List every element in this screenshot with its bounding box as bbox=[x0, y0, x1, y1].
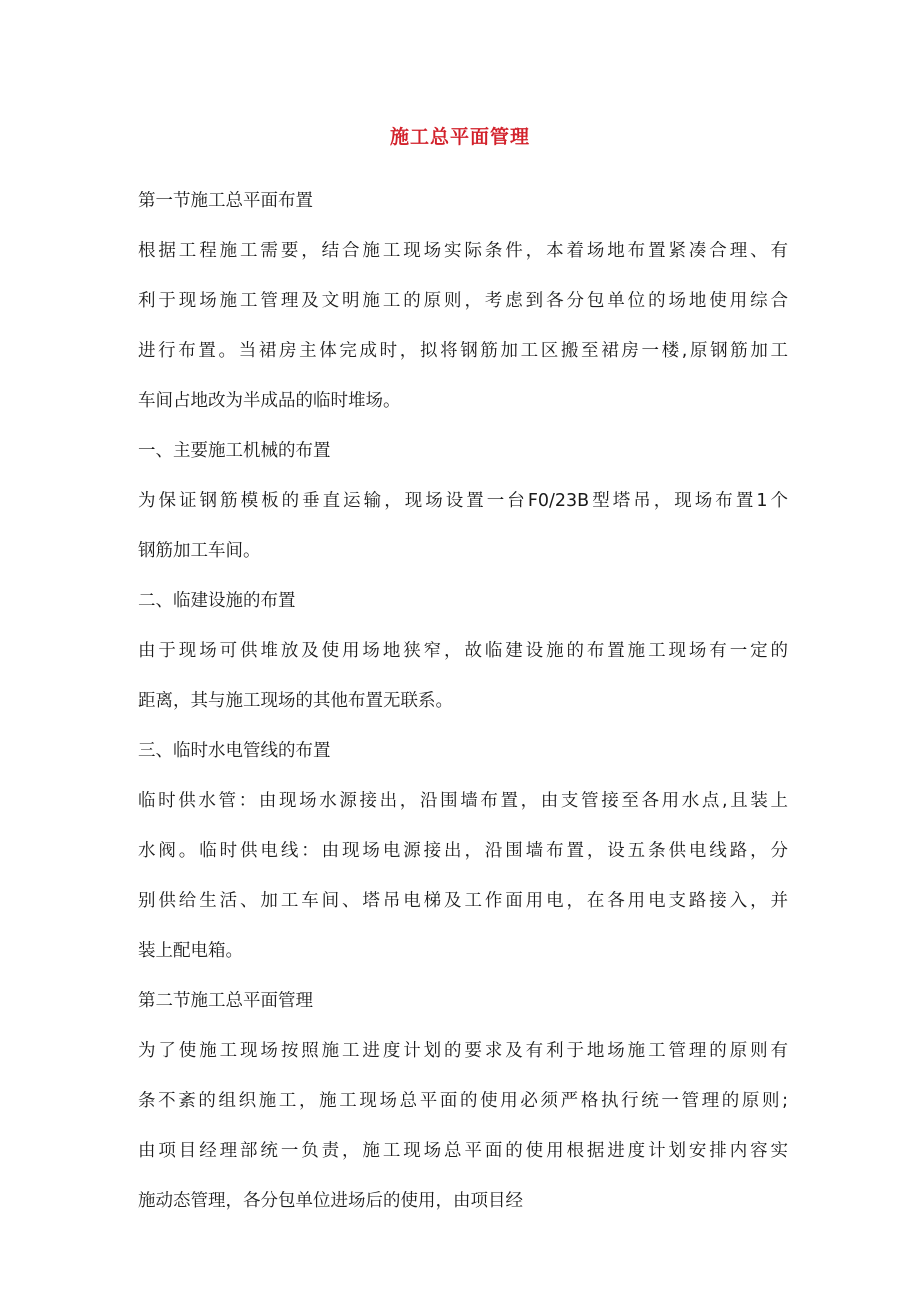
subsection-heading-3: 三、临时水电管线的布置 bbox=[138, 741, 331, 761]
paragraph-line: 为保证钢筋模板的垂直运输，现场设置一台F0/23B型塔吊，现场布置1个 bbox=[138, 491, 788, 511]
paragraph-line: 别供给生活、加工车间、塔吊电梯及工作面用电，在各用电支路接入，并 bbox=[138, 891, 788, 911]
subsection-heading-2: 二、临建设施的布置 bbox=[138, 591, 296, 611]
paragraph-line: 钢筋加工车间。 bbox=[138, 541, 261, 561]
paragraph-line: 距离，其与施工现场的其他布置无联系。 bbox=[138, 691, 453, 711]
paragraph-line: 车间占地改为半成品的临时堆场。 bbox=[138, 391, 401, 411]
subsection-heading-1: 一、主要施工机械的布置 bbox=[138, 441, 331, 461]
paragraph-line: 为了使施工现场按照施工进度计划的要求及有利于地场施工管理的原则有 bbox=[138, 1041, 788, 1061]
paragraph-line: 临时供水管：由现场水源接出，沿围墙布置，由支管接至各用水点,且装上 bbox=[138, 791, 788, 811]
document-title: 施工总平面管理 bbox=[389, 126, 530, 148]
section-heading-2: 第二节施工总平面管理 bbox=[138, 991, 313, 1011]
paragraph-line: 装上配电箱。 bbox=[138, 941, 243, 961]
paragraph-line: 由项目经理部统一负责，施工现场总平面的使用根据进度计划安排内容实 bbox=[138, 1141, 788, 1161]
paragraph-line: 进行布置。当裙房主体完成时，拟将钢筋加工区搬至裙房一楼,原钢筋加工 bbox=[138, 341, 788, 361]
paragraph-line: 由于现场可供堆放及使用场地狭窄，故临建设施的布置施工现场有一定的 bbox=[138, 641, 788, 661]
section-heading-1: 第一节施工总平面布置 bbox=[138, 191, 313, 211]
paragraph-line: 施动态管理，各分包单位进场后的使用，由项目经 bbox=[138, 1191, 523, 1211]
paragraph-line: 条不紊的组织施工，施工现场总平面的使用必须严格执行统一管理的原则; bbox=[138, 1091, 788, 1111]
paragraph-line: 根据工程施工需要，结合施工现场实际条件，本着场地布置紧凑合理、有 bbox=[138, 241, 788, 261]
paragraph-line: 水阀。临时供电线：由现场电源接出，沿围墙布置，设五条供电线路，分 bbox=[138, 841, 788, 861]
paragraph-line: 利于现场施工管理及文明施工的原则，考虑到各分包单位的场地使用综合 bbox=[138, 291, 788, 311]
